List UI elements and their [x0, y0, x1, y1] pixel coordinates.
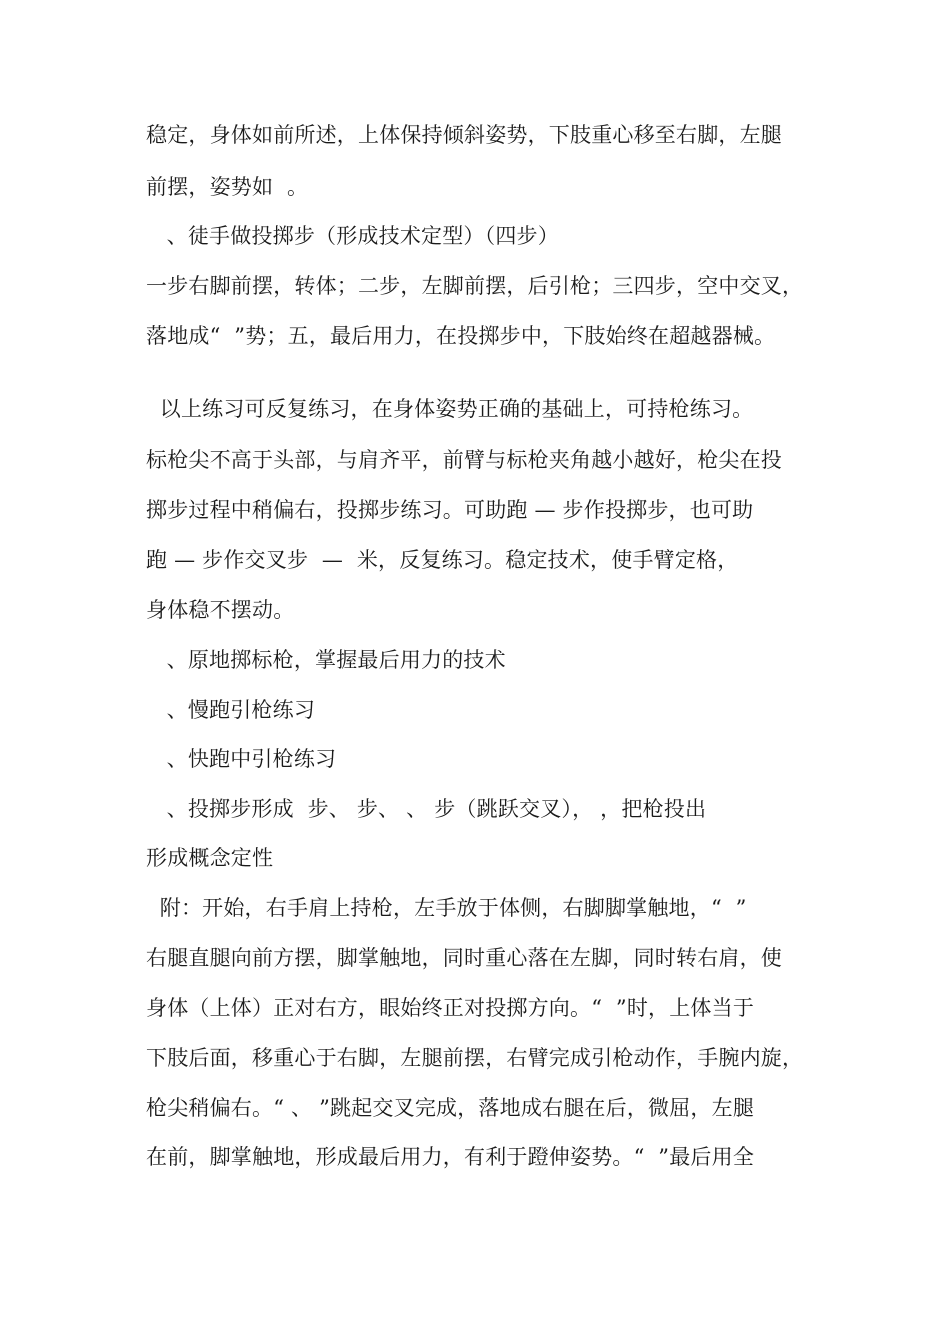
- text-line: 稳定，身体如前所述，上体保持倾斜姿势，下肢重心移至右脚，左腿: [146, 123, 782, 147]
- text-line: 下肢后面，移重心于右脚，左腿前摆，右臂完成引枪动作，手腕内旋，: [146, 1046, 804, 1070]
- text-line: 掷步过程中稍偏右，投掷步练习。可助跑 — 步作投掷步，也可助: [146, 498, 754, 522]
- text-line: 跑 — 步作交叉步 — 米，反复练习。稳定技术，使手臂定格，: [146, 548, 739, 572]
- text-line: 枪尖稍偏右。“ 、 ”跳起交叉完成，落地成右腿在后，微屈，左腿: [146, 1096, 755, 1120]
- text-line: 右腿直腿向前方摆，脚掌触地，同时重心落在左脚，同时转右肩，使: [146, 946, 782, 970]
- text-line: 标枪尖不高于头部，与肩齐平，前臂与标枪夹角越小越好，枪尖在投: [146, 448, 782, 472]
- text-line: 、徒手做投掷步（形成技术定型）（四步）: [146, 224, 559, 248]
- text-line: 、慢跑引枪练习: [146, 698, 316, 722]
- text-line: 在前，脚掌触地，形成最后用力，有利于蹬伸姿势。“ ”最后用全: [146, 1145, 755, 1169]
- text-line: 身体稳不摆动。: [146, 598, 295, 622]
- text-line: 、快跑中引枪练习: [146, 747, 337, 771]
- text-line: 前摆，姿势如 。: [146, 175, 309, 199]
- text-line: 落地成“ ”势；五，最后用力，在投掷步中，下肢始终在超越器械。: [146, 324, 776, 348]
- text-line: 以上练习可反复练习，在身体姿势正确的基础上，可持枪练习。: [146, 397, 754, 421]
- text-line: 附：开始，右手肩上持枪，左手放于体侧，右脚脚掌触地，“ ”: [146, 896, 747, 920]
- text-line: 形成概念定性: [146, 846, 274, 870]
- text-line: 身体（上体）正对右方，眼始终正对投掷方向。“ ”时，上体当于: [146, 996, 755, 1020]
- text-line: 、原地掷标枪，掌握最后用力的技术: [146, 648, 506, 672]
- text-line: 、投掷步形成 步、 步、 、 步（跳跃交叉）， ，把枪投出: [146, 797, 707, 821]
- text-line: 一步右脚前摆，转体；二步，左脚前摆，后引枪；三四步，空中交叉，: [146, 274, 804, 298]
